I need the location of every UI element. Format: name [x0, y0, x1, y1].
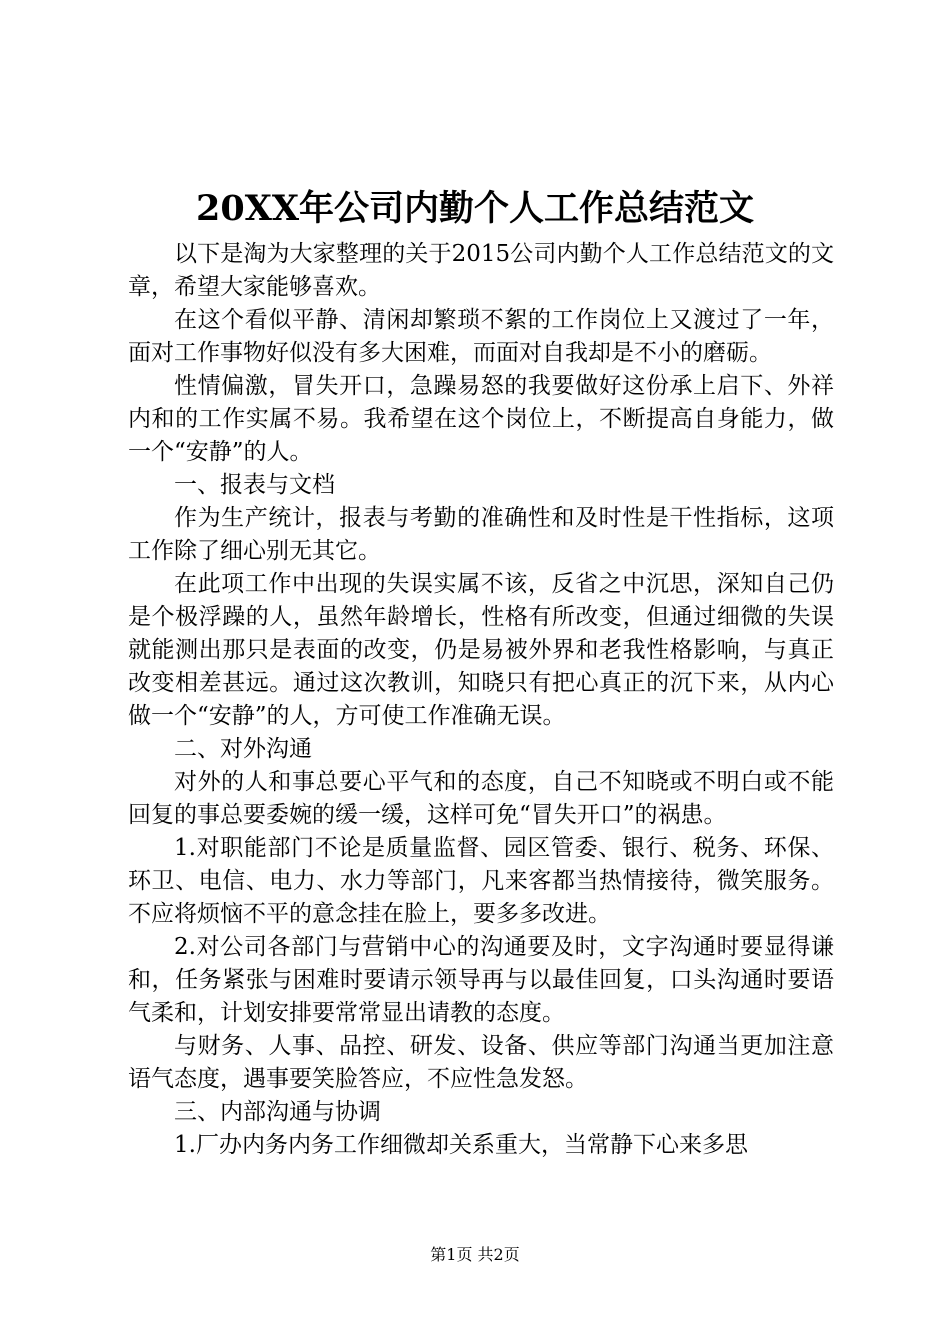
paragraph: 在此项工作中出现的失误实属不该，反省之中沉思，深知自己仍是个极浮躁的人，虽然年龄增长，性格有所改变，但通过细微的失误就能测出那只是表面的改变，仍是易被外界和老我性格影响，与真正改变相差甚远。通过这次教训，知晓只有把心真正的沉下来，从内心做一个“安静”的人，方可使工作准确无误。 — [128, 571, 834, 729]
paragraph: 2.对公司各部门与营销中心的沟通要及时，文字沟通时要显得谦和，任务紧张与困难时要请示领导再与以最佳回复，口头沟通时要语气柔和，计划安排要常常显出请教的态度。 — [128, 934, 834, 1026]
section-heading: 一、报表与文档 — [174, 472, 335, 498]
document-body — [128, 238, 834, 1162]
paragraph: 对外的人和事总要心平气和的态度，自己不知晓或不明白或不能回复的事总要委婉的缓一缓，这样可免“冒失开口”的祸患。 — [128, 769, 834, 828]
paragraph: 与财务、人事、品控、研发、设备、供应等部门沟通当更加注意语气态度，遇事要笑脸答应，不应性急发怒。 — [128, 1033, 834, 1092]
paragraph: 1.对职能部门不论是质量监督、园区管委、银行、税务、环保、环卫、电信、电力、水力等部门，凡来客都当热情接待，微笑服务。不应将烦恼不平的意念挂在脸上，要多多改进。 — [128, 835, 834, 927]
paragraph: 作为生产统计，报表与考勤的准确性和及时性是干性指标，这项工作除了细心别无其它。 — [128, 505, 834, 564]
paragraph: 1.厂办内务内务工作细微却关系重大，当常静下心来多思 — [174, 1132, 748, 1158]
paragraph: 在这个看似平静、清闲却繁琐不絮的工作岗位上又渡过了一年，面对工作事物好似没有多大困难，而面对自我却是不小的磨砺。 — [128, 307, 834, 366]
section-heading: 三、内部沟通与协调 — [174, 1099, 381, 1125]
document-title: 20XX年公司内勤个人工作总结范文 — [195, 188, 755, 229]
paragraph: 以下是淘为大家整理的关于2015公司内勤个人工作总结范文的文章，希望大家能够喜欢。 — [128, 241, 834, 300]
page-footer: 第1页 共2页 — [430, 1245, 520, 1264]
paragraph: 性情偏激，冒失开口，急躁易怒的我要做好这份承上启下、外祥内和的工作实属不易。我希望在这个岗位上，不断提高自身能力，做一个“安静”的人。 — [128, 373, 834, 465]
section-heading: 二、对外沟通 — [174, 736, 312, 762]
